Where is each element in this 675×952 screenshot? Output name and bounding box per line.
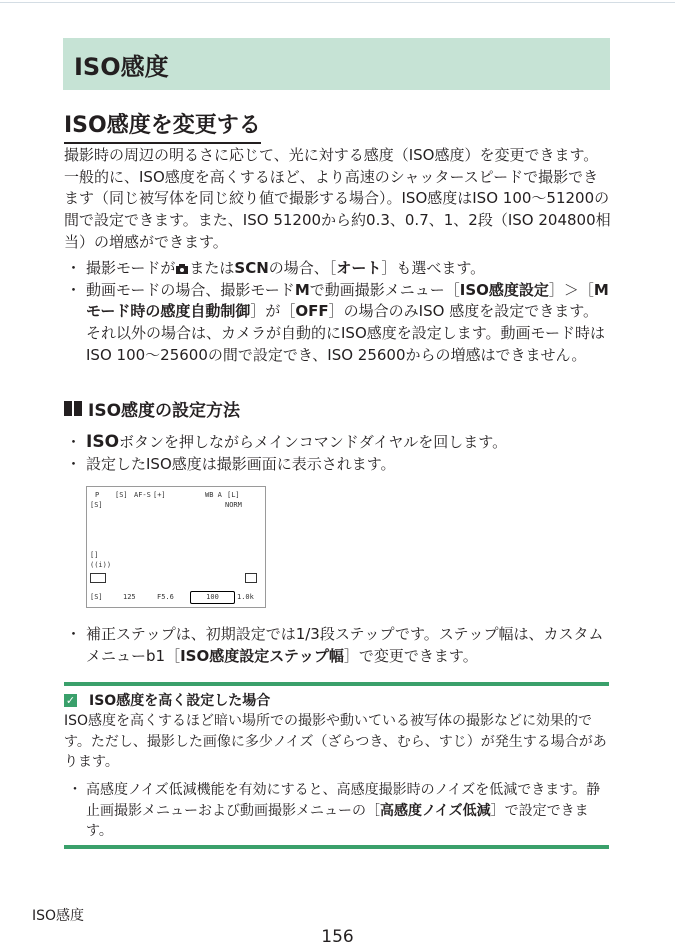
vf-icon: [S]: [90, 501, 103, 509]
vf-icon: NORM: [225, 501, 242, 509]
list-item: ・ 設定したISO感度は撮影画面に表示されます。: [64, 454, 612, 476]
list-item: ・ 撮影モードが またはSCNの場合、［オート］も選べます。: [64, 258, 612, 280]
heading-marker-icon: [74, 401, 82, 416]
top-rule: [0, 2, 675, 3]
vf-icon: AF-S: [134, 491, 151, 499]
shots-remaining: 1.0k: [237, 593, 254, 601]
chapter-header: [63, 38, 610, 90]
section-title: ISO感度を変更する: [64, 108, 261, 144]
subsection-bullets: [64, 432, 612, 475]
vf-icon: [S]: [90, 593, 103, 601]
intro-paragraph: 撮影時の周辺の明るさに応じて、光に対する感度（ISO感度）を変更できます。一般的に、ISO感度を高くするほど、より高速のシャッタースピードで撮影できます（同じ被写体を同じ絞り値で撮影する場合）。ISO感度はISO 100〜51200の間で設定できます。また、ISO 51200から約0.3、0.7、1、2段（ISO 204800相当）の増感ができます。: [64, 146, 611, 251]
vf-icon: []: [90, 551, 99, 559]
note-bullets: [64, 780, 612, 842]
list-item: ・ ISOボタンを押しながらメインコマンドダイヤルを回します。: [64, 432, 612, 454]
heading-marker-icon: [64, 401, 72, 416]
subsection-title: ISO感度の設定方法: [64, 396, 240, 421]
battery-icon: [245, 573, 257, 583]
vf-icon: [+]: [153, 491, 166, 499]
viewfinder-illustration: [86, 486, 266, 608]
vf-frame-icon: [90, 573, 106, 583]
vf-icon: [L]: [227, 491, 240, 499]
chapter-title: ISO感度: [74, 53, 169, 81]
shutter-speed: 125: [123, 593, 136, 601]
camera-auto-icon: [175, 259, 189, 271]
note-title: ✓ ISO感度を高く設定した場合: [65, 693, 271, 709]
vf-mode: P: [95, 491, 100, 499]
vf-icon: WB A: [205, 491, 222, 499]
aperture: F5.6: [157, 593, 174, 601]
list-item: ・ 動画モードの場合、撮影モードMで動画撮影メニュー［ISO感度設定］＞［Mモード時の感度自動制御］が［OFF］の場合のみISO 感度を設定できます。それ以外の場合は、カメラが自動的にISO感度を設定します。動画モード時はISO 100〜25600の間で設定でき、ISO 25600からの増感はできません。: [64, 280, 612, 367]
note-top-rule: [64, 682, 609, 686]
note-bottom-rule: [64, 845, 609, 849]
note-text: ISO感度を高くするほど暗い場所での撮影や動いている被写体の撮影などに効果的です。ただし、撮影した画像に多少ノイズ（ざらつき、むら、すじ）が発生する場合があります。: [64, 713, 607, 771]
check-icon: ✓: [65, 693, 76, 707]
list-item: ・ 補正ステップは、初期設定では1/3段ステップです。ステップ幅は、カスタムメニューb1［ISO感度設定ステップ幅］で変更できます。: [64, 624, 612, 667]
page-number: 156: [321, 927, 354, 947]
vf-icon: [S]: [115, 491, 128, 499]
list-item: ・ 高感度ノイズ低減機能を有効にすると、高感度撮影時のノイズを低減できます。静止画撮影メニューおよび動画撮影メニューの［高感度ノイズ低減］で設定できます。: [64, 780, 612, 842]
step-bullets: [64, 624, 612, 667]
section-bullets: [64, 258, 612, 367]
vf-icon: ((i)): [90, 561, 112, 569]
iso-readout: 100: [190, 591, 235, 604]
footer-label: ISO感度: [32, 908, 85, 924]
